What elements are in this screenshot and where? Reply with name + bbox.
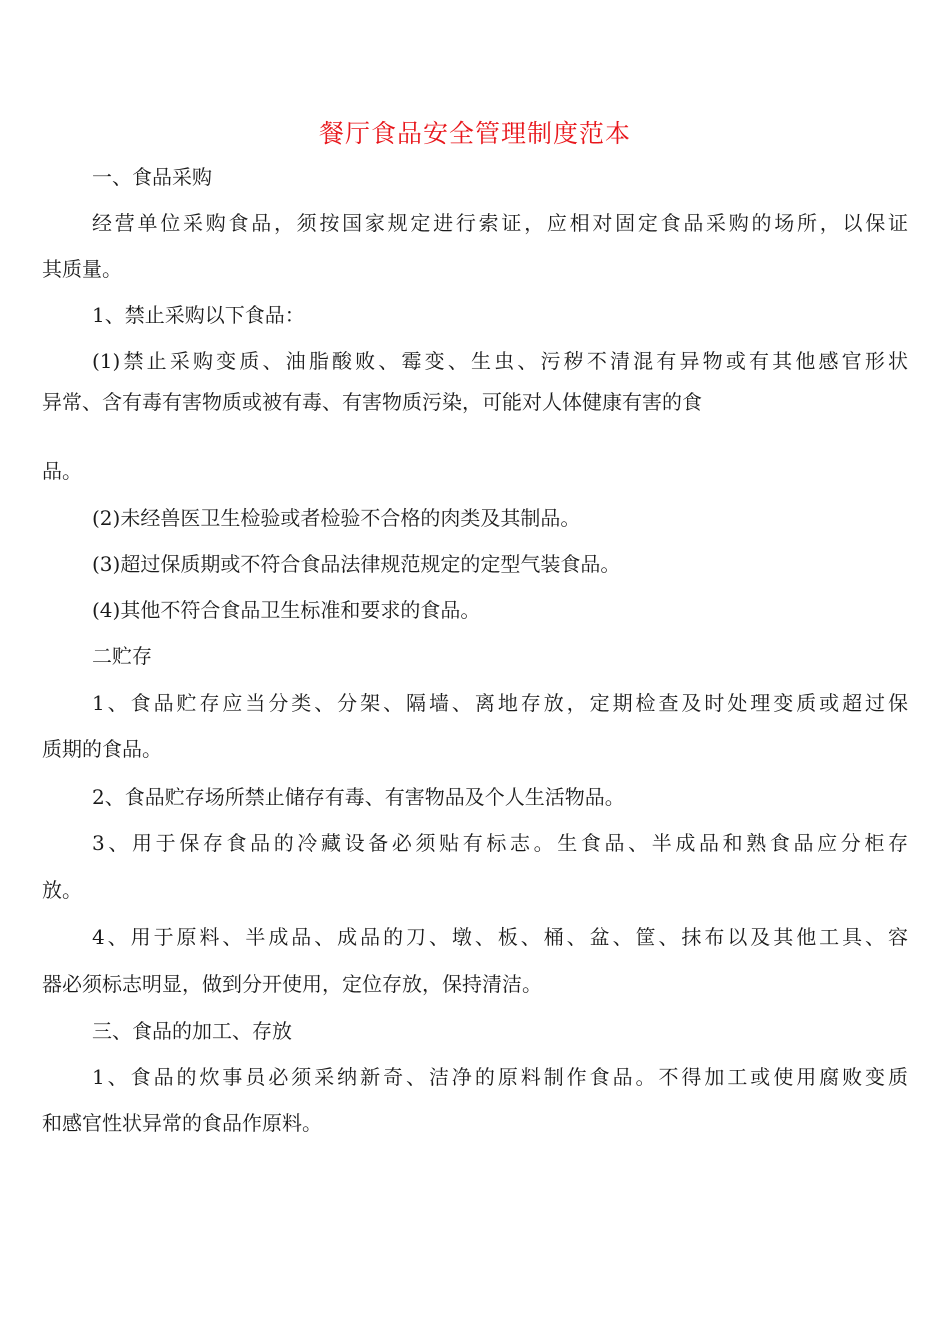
list-item: (3)超过保质期或不符合食品法律规范规定的定型气装食品。 xyxy=(92,552,621,576)
paragraph-line: 其质量。 xyxy=(42,257,122,281)
section-heading-processing: 三、食品的加工、存放 xyxy=(92,1019,292,1043)
section-heading-storage: 二贮存 xyxy=(92,644,152,668)
section-heading-purchase: 一、食品采购 xyxy=(92,165,212,189)
paragraph-line: 和感官性状异常的食品作原料。 xyxy=(42,1111,322,1135)
paragraph-line: 经营单位采购食品，须按国家规定进行索证，应相对固定食品采购的场所，以保证 xyxy=(92,211,908,235)
paragraph-line: 2、食品贮存场所禁止储存有毒、有害物品及个人生活物品。 xyxy=(92,785,625,809)
list-item-line: 品。 xyxy=(42,459,82,483)
paragraph-line: 质期的食品。 xyxy=(42,737,162,761)
paragraph-line: 放。 xyxy=(42,878,82,902)
paragraph-line: 3、用于保存食品的冷藏设备必须贴有标志。生食品、半成品和熟食品应分柜存 xyxy=(92,831,908,855)
list-heading: 1、禁止采购以下食品： xyxy=(92,303,305,327)
list-item-line: (1)禁止采购变质、油脂酸败、霉变、生虫、污秽不清混有异物或有其他感官形状 xyxy=(92,349,908,373)
paragraph-line: 4、用于原料、半成品、成品的刀、墩、板、桶、盆、筐、抹布以及其他工具、容 xyxy=(92,925,908,949)
list-item: (2)未经兽医卫生检验或者检验不合格的肉类及其制品。 xyxy=(92,506,581,530)
list-item-line: 异常、含有毒有害物质或被有毒、有害物质污染，可能对人体健康有害的食 xyxy=(42,390,702,414)
paragraph-line: 1、食品贮存应当分类、分架、隔墙、离地存放，定期检查及时处理变质或超过保 xyxy=(92,691,908,715)
paragraph-line: 器必须标志明显，做到分开使用，定位存放，保持清洁。 xyxy=(42,972,542,996)
list-item: (4)其他不符合食品卫生标准和要求的食品。 xyxy=(92,598,481,622)
document-title: 餐厅食品安全管理制度范本 xyxy=(318,119,631,148)
paragraph-line: 1、食品的炊事员必须采纳新奇、洁净的原料制作食品。不得加工或使用腐败变质 xyxy=(92,1065,908,1089)
